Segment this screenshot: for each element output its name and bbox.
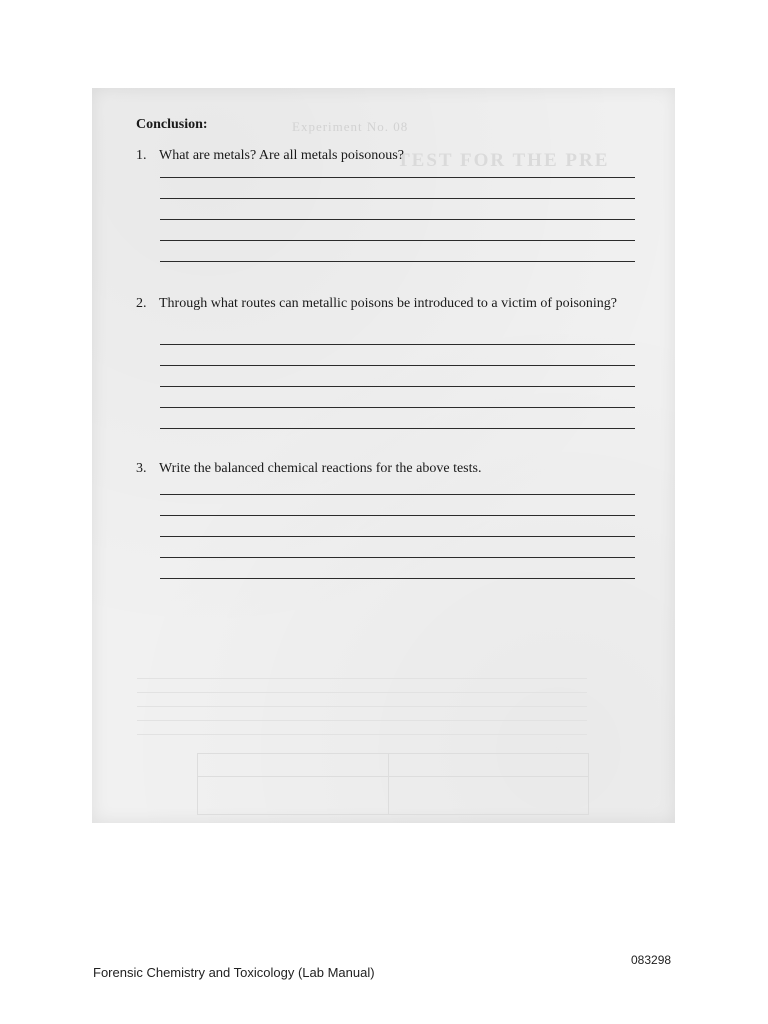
answer-line bbox=[160, 578, 635, 579]
answer-line bbox=[160, 177, 635, 178]
answer-line bbox=[160, 494, 635, 495]
question-number: 1. bbox=[136, 148, 147, 163]
question-number: 3. bbox=[136, 461, 147, 476]
answer-line bbox=[160, 536, 635, 537]
footer-title: Forensic Chemistry and Toxicology (Lab Manual) bbox=[93, 965, 375, 980]
bleed-through-text: TEST FOR THE PRE bbox=[397, 150, 610, 171]
bleed-through-text bbox=[137, 678, 587, 748]
answer-lines-1 bbox=[160, 177, 635, 282]
answer-line bbox=[160, 407, 635, 408]
answer-line bbox=[160, 365, 635, 366]
answer-line bbox=[160, 240, 635, 241]
question-text: Through what routes can metallic poisons be introduced to a victim of poisoning? bbox=[159, 296, 618, 311]
question-text: Write the balanced chemical reactions for the above tests. bbox=[159, 461, 482, 476]
answer-line bbox=[160, 557, 635, 558]
answer-line bbox=[160, 515, 635, 516]
answer-lines-3 bbox=[160, 494, 635, 599]
question-number: 2. bbox=[136, 296, 147, 311]
answer-line bbox=[160, 428, 635, 429]
conclusion-heading: Conclusion: bbox=[136, 117, 208, 132]
scanned-page bbox=[92, 88, 675, 823]
answer-line bbox=[160, 344, 635, 345]
answer-line bbox=[160, 198, 635, 199]
answer-lines-2 bbox=[160, 344, 635, 449]
question-text: What are metals? Are all metals poisonous? bbox=[159, 148, 404, 163]
answer-line bbox=[160, 219, 635, 220]
bleed-through-table bbox=[197, 753, 589, 815]
answer-line bbox=[160, 386, 635, 387]
answer-line bbox=[160, 261, 635, 262]
bleed-through-text: Experiment No. 08 bbox=[292, 119, 409, 134]
document-code: 083298 bbox=[631, 953, 672, 967]
